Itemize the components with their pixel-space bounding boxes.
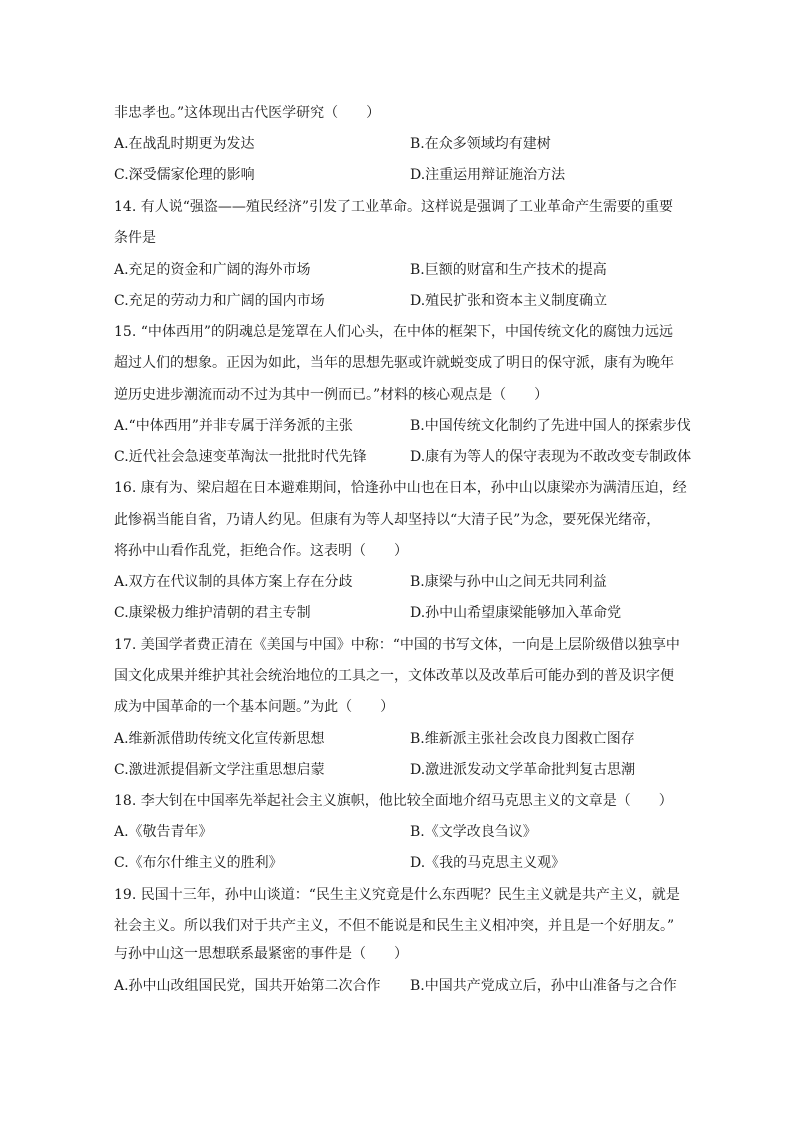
q19-option-b: B.中国共产党成立后，孙中山准备与之合作 <box>410 978 677 994</box>
q18-option-d: D.《我的马克思主义观》 <box>410 855 566 871</box>
q17-stem-line-3: 成为中国革命的一个基本问题。”为此（ ） <box>114 699 395 715</box>
q16-stem-line-3: 将孙中山看作乱党，拒绝合作。这表明（ ） <box>114 543 408 559</box>
q17-stem-line-2: 国文化成果并维护其社会统治地位的工具之一，文体改革以及改革后可能办到的普及识字便 <box>114 668 674 684</box>
q16-option-a: A.双方在代议制的具体方案上存在分歧 <box>114 574 353 590</box>
q17-option-d: D.激进派发动文学革命批判复古思潮 <box>410 762 636 778</box>
q17-option-a: A.维新派借助传统文化宣传新思想 <box>114 731 325 747</box>
q15-option-b: B.中国传统文化制约了先进中国人的探索步伐 <box>410 418 691 434</box>
q14-stem-line-2: 条件是 <box>114 230 156 246</box>
q13-option-c: C.深受儒家伦理的影响 <box>114 167 255 183</box>
q19-option-a: A.孙中山改组国民党，国共开始第二次合作 <box>114 978 381 994</box>
q17-option-c: C.激进派提倡新文学注重思想启蒙 <box>114 762 325 778</box>
q14-option-b: B.巨额的财富和生产技术的提高 <box>410 262 607 278</box>
q13-option-b: B.在众多领域均有建树 <box>410 136 551 152</box>
q16-option-b: B.康梁与孙中山之间无共同利益 <box>410 574 607 590</box>
q19-stem-line-2: 社会主义。所以我们对于共产主义，不但不能说是和民生主义相冲突，并且是一个好朋友。” <box>114 918 675 934</box>
q15-stem-line-3: 逆历史进步潮流而动不过为其中一例而已。”材料的核心观点是（ ） <box>114 387 549 403</box>
q15-option-a: A.“中体西用”并非专属于洋务派的主张 <box>114 418 353 434</box>
q15-option-d: D.康有为等人的保守表现为不敢改变专制政体 <box>410 449 692 465</box>
q14-stem-line-1: 14. 有人说“强盗——殖民经济”引发了工业革命。这样说是强调了工业革命产生需要的重要 <box>114 199 674 215</box>
q16-option-d: D.孙中山希望康梁能够加入革命党 <box>410 605 622 621</box>
q18-stem: 18. 李大钊在中国率先举起社会主义旗帜，他比较全面地介绍马克思主义的文章是（ ） <box>114 793 673 809</box>
q15-stem-line-2: 超过人们的想象。正因为如此，当年的思想先驱或许就蜕变成了明日的保守派，康有为晚年 <box>114 355 674 371</box>
q14-option-c: C.充足的劳动力和广阔的国内市场 <box>114 293 325 309</box>
q16-stem-line-1: 16. 康有为、梁启超在日本避难期间，恰逢孙中山也在日本，孙中山以康梁亦为满清压迫，经 <box>114 480 687 496</box>
q19-stem-line-3: 与孙中山这一思想联系最紧密的事件是（ ） <box>114 946 408 962</box>
q13-stem-tail: 非忠孝也。”这体现出古代医学研究（ ） <box>114 105 381 121</box>
q18-option-a: A.《敬告青年》 <box>114 824 213 840</box>
q19-stem-line-1: 19. 民国十三年，孙中山谈道：“民生主义究竟是什么东西呢？民生主义就是共产主义，就是 <box>114 887 680 903</box>
q16-option-c: C.康梁极力维护清朝的君主专制 <box>114 605 311 621</box>
q15-option-c: C.近代社会急速变革淘汰一批批时代先锋 <box>114 449 367 465</box>
q13-option-a: A.在战乱时期更为发达 <box>114 136 255 152</box>
q13-option-d: D.注重运用辩证施治方法 <box>410 167 566 183</box>
q14-option-d: D.殖民扩张和资本主义制度确立 <box>410 293 608 309</box>
q14-option-a: A.充足的资金和广阔的海外市场 <box>114 262 311 278</box>
q18-option-b: B.《文学改良刍议》 <box>410 824 537 840</box>
q17-option-b: B.维新派主张社会改良力图救亡图存 <box>410 731 635 747</box>
q16-stem-line-2: 此惨祸当能自省，乃请人约见。但康有为等人却坚持以“大清子民”为念，要死保光绪帝， <box>114 512 661 528</box>
q17-stem-line-1: 17. 美国学者费正清在《美国与中国》中称：“中国的书写文体，一向是上层阶级借以独享中 <box>114 637 680 653</box>
q18-option-c: C.《布尔什维主义的胜利》 <box>114 855 283 871</box>
q15-stem-line-1: 15. “中体西用”的阴魂总是笼罩在人们心头，在中体的框架下，中国传统文化的腐蚀力远远 <box>114 324 674 340</box>
